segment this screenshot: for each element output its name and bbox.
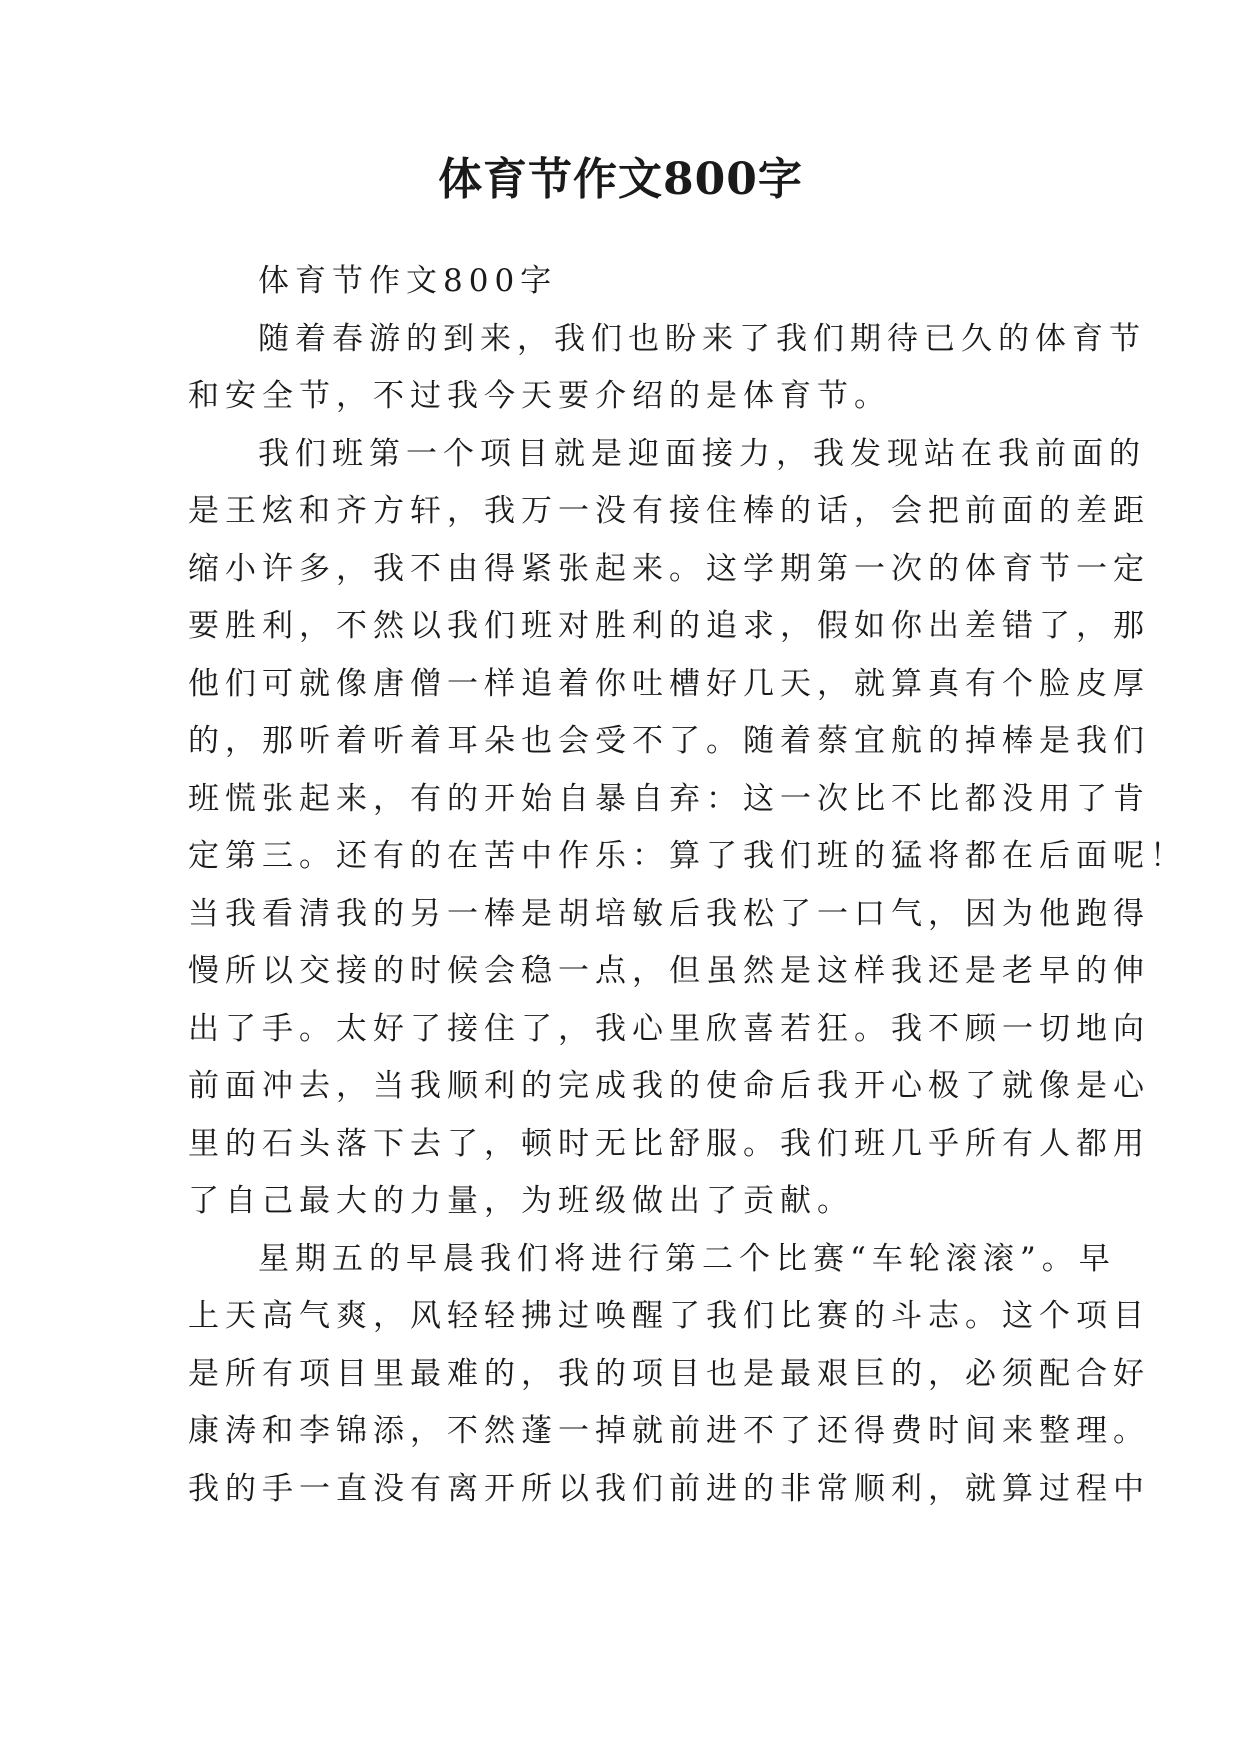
- paragraph-line: 定第三。还有的在苦中作乐：算了我们班的猛将都在后面呢！: [188, 838, 1187, 874]
- paragraph-line: 是所有项目里最难的，我的项目也是最艰巨的，必须配合好: [188, 1355, 1150, 1392]
- paragraph-line: 康涛和李锦添，不然蓬一掉就前进不了还得费时间来整理。: [188, 1413, 1150, 1449]
- paragraph-line: 前面冲去，当我顺利的完成我的使命后我开心极了就像是心: [188, 1068, 1150, 1104]
- paragraph-line: 我们班第一个项目就是迎面接力，我发现站在我前面的: [258, 435, 1146, 472]
- paragraph-line: 和安全节，不过我今天要介绍的是体育节。: [188, 378, 891, 414]
- document-title: 体育节作文800字: [438, 154, 803, 205]
- paragraph-line: 随着春游的到来，我们也盼来了我们期待已久的体育节: [258, 320, 1146, 357]
- paragraph-line: 出了手。太好了接住了，我心里欣喜若狂。我不顾一切地向: [188, 1010, 1150, 1047]
- paragraph-line: 班慌张起来，有的开始自暴自弃：这一次比不比都没用了肯: [188, 780, 1150, 817]
- paragraph-line: 缩小许多，我不由得紧张起来。这学期第一次的体育节一定: [188, 550, 1150, 587]
- paragraph-line: 慢所以交接的时候会稳一点，但虽然是这样我还是老早的伸: [188, 953, 1150, 989]
- paragraph-line: 上天高气爽，风轻轻拂过唤醒了我们比赛的斗志。这个项目: [188, 1298, 1150, 1334]
- paragraph-line: 里的石头落下去了，顿时无比舒服。我们班几乎所有人都用: [188, 1125, 1150, 1162]
- document-body: [188, 253, 1187, 1518]
- paragraph-line: 当我看清我的另一棒是胡培敏后我松了一口气，因为他跑得: [188, 895, 1150, 932]
- paragraph-line: 要胜利，不然以我们班对胜利的追求，假如你出差错了，那: [188, 608, 1150, 644]
- paragraph-line: 他们可就像唐僧一样追着你吐槽好几天，就算真有个脸皮厚: [188, 665, 1150, 702]
- paragraph-line: 是王炫和齐方轩，我万一没有接住棒的话，会把前面的差距: [188, 493, 1150, 529]
- paragraph-line: 了自己最大的力量，为班级做出了贡献。: [188, 1183, 854, 1219]
- paragraph-line: 的，那听着听着耳朵也会受不了。随着蔡宜航的掉棒是我们: [188, 723, 1150, 759]
- paragraph-line: 我的手一直没有离开所以我们前进的非常顺利，就算过程中: [188, 1470, 1150, 1507]
- paragraph-line: 星期五的早晨我们将进行第二个比赛“车轮滚滚”。早: [258, 1240, 1116, 1277]
- subtitle-line: 体育节作文800字: [258, 263, 558, 299]
